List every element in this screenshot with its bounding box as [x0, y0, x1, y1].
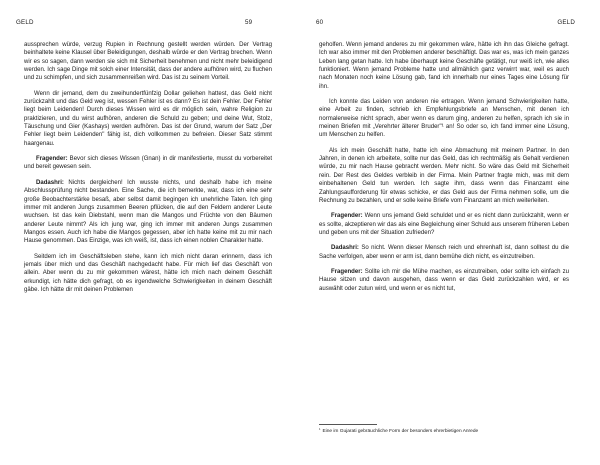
- right-paragraph-2: Ich konnte das Leiden von anderen nie ertragen. Wenn jemand Schwierigkeiten hatte, eine Arbeit zu finden, schrieb ich Empfehlungsbriefe an Menschen, mit denen ich normalerweise nicht sprach, aber wenn es darum ging, anderen zu helfen, sprach ich sie in meinen Briefen mit „Verehrter älterer Bruder"¹ an! So oder so, ich fand immer eine Lösung, um Menschen zu helfen.: [319, 99, 569, 139]
- footnote-text: Eine im Gujarati gebräuchliche Form der besonders ehrerbietigen Anrede: [322, 429, 479, 435]
- right-paragraph-dadashri: Dadashri: So nicht. Wenn dieser Mensch reich und ehrenhaft ist, dann solltest du die Sache verfolgen, aber wenn er arm ist, dann bemühe dich nicht, es einzutreiben.: [319, 245, 569, 260]
- left-page-running-title: GELD: [16, 19, 34, 26]
- right-page-body: [319, 41, 569, 300]
- left-page-number: 59: [245, 19, 253, 26]
- left-paragraph-fragender: Fragender: Bevor sich dieses Wissen (Gnan) in dir manifestierte, musst du vorbereitet und bereit gewesen sein.: [24, 156, 272, 171]
- left-paragraph-1: aussprechen würde, verzug Rupien in Rechnung gestellt werden würden. Der Vertrag beinhaltete keine Klausel über Beleidigungen, deshalb würde er den Vertrag brechen. Wenn wir es so sagen, dann werden sie sich mit Sicherheit benehmen und nicht mehr beleidigend werden. Ich sage Dinge mit solch einer Intensität, dass der andere aufhören wird, zu fluchen und zu schimpfen, und sich zusammenreißen wird. Das ist zu seinem Vorteil.: [24, 42, 272, 82]
- left-page: [16, 0, 280, 465]
- footnote: [319, 427, 569, 436]
- footnote-rule: [319, 424, 377, 425]
- footnote-mark: ¹: [319, 427, 321, 432]
- left-page-header: [16, 18, 280, 28]
- right-page-running-title: GELD: [557, 19, 575, 26]
- right-paragraph-1: geholfen. Wenn jemand anderes zu mir gekommen wäre, hätte ich ihn das Gleiche gefragt. Ich war also immer mit den Problemen anderer beschäftigt. Das war es, was ich mein ganzes Leben lang getan hatte. Ich habe überhaupt keine Geschäfte getätigt, nur weiß ich, wie alles funktioniert. Wenn jemand Probleme hatte und allmählich ganz verwirrt war, weil es auch nach Monaten noch keine Lösung gab, fand ich innerhalb nur eines Tages eine Lösung für ihn.: [319, 42, 569, 90]
- left-paragraph-2: Wenn dir jemand, dem du zweihundertfünfzig Dollar geliehen hattest, das Geld nicht zurückzahlt und das Geld weg ist, wessen Fehler ist es dann? Es ist dein Fehler. Der Fehler liegt beim Leidenden! Durch dieses Wissen wird es dir möglich sein, wahre Religion zu praktizieren, und du wirst aufhören, anderen die Schuld zu geben; und deine Wut, Stolz, Täuschung und Gier (Kashays) werden aufhören. Das ist der Grund, warum der Satz „Der Fehler liegt beim Leidenden" fähig ist, dich vollkommen zu befreien. Dieser Satz stimmt haargenau.: [24, 90, 272, 147]
- right-paragraph-fragender-1: Fragender: Wenn uns jemand Geld schuldet und er es nicht dann zurückzahlt, wenn er es sollte, akzeptieren wir das als eine Begleichung einer Schuld aus unserem früheren Leben und geben uns mit der Situation zufrieden?: [319, 213, 569, 236]
- left-paragraph-dadashri: Dadashri: Nichts dergleichen! Ich wusste nichts, und deshalb habe ich meine Abschlussprüfung nicht bestanden. Eine Sache, die ich bemerkte, war, dass ich eine sehr große Beobachterstärke besaß, aber selbst damit begingen ich unehrliche Taten. Ich ging immer mit anderen Jungs zusammen Beeren pflücken, die auf den Feldern anderer Leute wuchsen. Ist das kein Diebstahl, wenn man die Mangos und Früchte von den Bäumen anderer Leute nimmt? Als ich jung war, ging ich immer mit anderen Jungs zusammen Mangos essen. Auch ich habe die Mangos gegessen, aber ich hatte keine mit zu mir nach Hause genommen. Das Einzige, was ich weiß, ist, dass ich einen noblen Charakter hatte.: [24, 179, 272, 245]
- right-page: [311, 0, 575, 465]
- right-paragraph-fragender-2: Fragender: Sollte ich mir die Mühe machen, es einzutreiben, oder sollte ich einfach zu Hause sitzen und davon ausgehen, dass wenn er das Geld zurückzahlen wird, er es auswählt oder zutun wird, und wenn er es nicht tut,: [319, 268, 569, 292]
- right-paragraph-3: Als ich mein Geschäft hatte, hatte ich eine Abmachung mit meinem Partner. In den Jahren, in denen ich arbeitete, sollte nur das Geld, das ich rechtmäßig als Gehalt verdienen würde, zu mir nach Hause gebracht werden. Mehr nicht. So wäre das Geld mit Sicherheit rein. Der Rest des Geldes verbleib in der Firma. Mein Partner fragte mich, was mit dem einbehaltenen Geld tun werden. Ich sagte ihm, dass wenn das Finanzamt eine Zahlungsaufforderung für etwas schicke, er das Geld aus der Firma nehmen solle, um die Rechnung zu bezahlen, und er solle keine Briefe vom Finanzamt an mich weiterleiten.: [319, 147, 569, 204]
- right-page-number: 60: [316, 19, 324, 26]
- left-paragraph-5: Seitdem ich im Geschäftsleben stehe, kann ich mich nicht daran erinnern, dass ich jemals über mich und das Geschäft nachgedacht habe. Für mich lief das Geschäft von allein. Aber wenn du zu mir gekommen wärest, hätte ich mich nach deinem Geschäft erkundigt, ich hätte dich gefragt, ob es irgendwelche Schwierigkeiten in deinem Geschäft gäbe. Ich hätte dir mit deinen Problemen: [24, 253, 272, 293]
- right-page-header: [311, 18, 575, 28]
- left-page-body: [24, 41, 272, 301]
